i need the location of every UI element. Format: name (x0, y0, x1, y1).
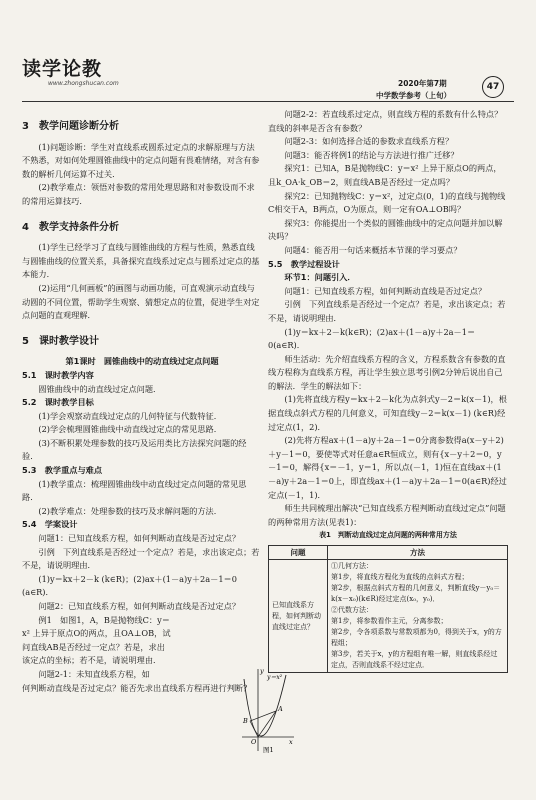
paragraph: 问题3：能否将例1的结论与方法进行推广迁移？ (284, 149, 459, 160)
method-step: 第2步，根据点斜式方程的几何意义，判断直线y－y₀＝k(x－x₀)(k∈R)经过定点(x₀，y₀)． (331, 584, 501, 603)
paragraph: (2)运用“几何画板”的画图与动画功能，可直观演示动直线与动圆的不同位置，帮助学生观察、猜想定点的位置，促进学生对定点问题的直观理解． (22, 282, 260, 321)
journal-title: 中学数学参考（上旬） (376, 91, 451, 100)
paragraph: 探究1：已知A，B是抛物线C：y＝x² 上异于原点O的两点，且k_OA·k_OB＝2，则直线AB是否经过一定点吗？ (268, 163, 502, 187)
paragraph: 引例 下列直线系是否经过一个定点？若是，求出该定点；若不是，请说明理由． (268, 299, 506, 323)
methods-table (268, 545, 508, 673)
paragraph: (2)先将方程ax＋(1－a)y＋2a－1＝0分离参数得a(x－y＋2)＋y－1＝0，要使等式对任意a∈R恒成立，则有{x－y＋2＝0，y－1＝0，解得{x＝－1，y＝1，所以点(－1，1)恒在直线ax＋(1－a)y＋2a－1＝0上，即直线ax＋(1－a)y＋2a－1＝0(a∈R)经过定点(－1，1)． (268, 435, 507, 500)
segment-ab (250, 711, 276, 721)
paragraph: 探究2：已知抛物线C：y＝x²，过定点(0，1)的直线与抛物线C相交于A，B两点，O为原点，则一定有OA⊥OB吗？ (268, 190, 506, 215)
section-heading: 5.5 教学过程设计 (268, 258, 340, 269)
x-axis-label: x (289, 738, 293, 746)
paragraph: 何判断动直线是否过定点？能否先求出直线系方程再进行判断？ (22, 682, 252, 693)
paragraph: (1)教学重点：梳理圆锥曲线中动直线过定点问题的常见思路． (22, 478, 247, 503)
right-column-text (268, 108, 508, 529)
header-rule (22, 101, 514, 102)
segment-oa (258, 711, 276, 737)
segment-ob (250, 721, 258, 737)
method-step: ②代数方法： (331, 606, 373, 614)
origin-label: O (251, 738, 257, 746)
table-header-method: 方法 (328, 546, 508, 560)
method-step: 第3步，若关于x，y的方程组有唯一解，则直线系经过定点，否则直线系不经过定点． (331, 650, 498, 669)
table-caption: 表1 判断动直线过定点问题的两种常用方法 (319, 531, 457, 540)
paragraph: 问题1：已知直线系方程，如何判断动直线是否过定点？ (38, 533, 241, 544)
paragraph: (1)先将直线方程y＝kx＋2－k化为点斜式y－2＝k(x－1)，根据直线点斜式方程的几何意义，可知直线y－2＝k(x－1) (k∈R)经过定点(1，2)． (268, 394, 507, 432)
issue-label: 2020年第7期 (398, 79, 447, 88)
method-step: 第2步，令各项系数与常数项都为0，得到关于x，y的方程组； (331, 628, 502, 647)
table-cell-problem: 已知直线系方程，如何判断动直线过定点？ (269, 560, 328, 673)
paragraph: (1)y＝kx＋2－k (k∈R)；(2)ax＋(1－a)y＋2a－1＝0 (a∈R)． (22, 573, 237, 598)
table-cell-methods (328, 560, 508, 673)
paragraph: 例1 如图1，A，B是抛物线C：y＝x² 上异于原点O的两点，且OA⊥OB，试问直线AB是否经过一定点？若是，求出该定点的坐标；若不是，请说明理由． (22, 614, 171, 666)
section-heading: 4 教学支持条件分析 (22, 221, 119, 233)
paragraph: 师生活动：先介绍直线系方程的含义，方程系数含有参数的直线方程称为直线系方程，再让学生独立思考引例2分钟后说出自己的解法．学生的解法如下： (268, 353, 506, 391)
paragraph: 探究3：你能提出一个类似的圆锥曲线中的定点问题并加以解决吗？ (268, 217, 503, 242)
point-a-label: A (278, 705, 283, 713)
method-step: 第1步，将参数看作主元，分离参数； (331, 617, 448, 625)
section-heading: 5 课时教学设计 (22, 335, 99, 347)
paragraph: (1)y＝kx＋2－k(k∈R)；(2)ax＋(1－a)y＋2a－1＝0(a∈R)． (268, 326, 476, 351)
paragraph: (3)不断积累处理参数的技巧及运用类比方法探究问题的经验． (22, 437, 247, 462)
section-heading: 5.2 课时教学目标 (22, 397, 94, 408)
paragraph: (1)学会观察动直线过定点的几何特征与代数特征． (38, 410, 222, 421)
paragraph: 问题2：已知直线系方程，如何判断动直线是否过定点？ (38, 601, 241, 611)
paragraph: (1)学生已经学习了直线与圆锥曲线的方程与性质，熟悉直线与圆锥曲线的位置关系，具备探究直线系过定点与圆系过定点的基本能力． (22, 242, 260, 280)
paragraph: 环节1：问题引入． (284, 272, 356, 283)
paragraph: 问题2-3：如何选择合适的参数求直线系方程？ (284, 136, 454, 147)
paragraph: (2)教学难点：领悟对参数的常用处理思路和对参数设而不求的常用运算技巧． (22, 182, 255, 206)
paragraph: 第1课时 圆锥曲线中的动直线过定点问题 (65, 356, 219, 367)
curve-label: y＝x² (267, 674, 283, 681)
magazine-logo: 读学论教 (22, 58, 103, 80)
page-number: 47 (482, 76, 504, 98)
paragraph: 圆锥曲线中的动直线过定点问题． (38, 383, 162, 394)
site-url: www.zhongshucan.com (48, 80, 119, 87)
paragraph: 问题2-2：若直线系过定点，则直线方程的系数有什么特点？直线的斜率是否含有参数？ (268, 109, 503, 133)
section-heading: 5.3 教学重点与难点 (22, 465, 103, 476)
page-header (0, 0, 536, 100)
section-heading: 5.4 学案设计 (22, 519, 78, 530)
method-step: ①几何方法： (331, 562, 373, 570)
section-heading: 5.1 课时教学内容 (22, 369, 94, 380)
table-header-problem: 问题 (269, 546, 328, 560)
y-axis-label: y (260, 667, 264, 675)
paragraph: 问题4：能否用一句话来概括本节课的学习要点？ (284, 244, 462, 255)
paragraph: 问题2-1：未知直线系方程，如 (38, 668, 150, 679)
figure-1-parabola (238, 665, 296, 753)
paragraph: 引例 下列直线系是否经过一个定点？若是，求出该定点；若不是，请说明理由． (22, 546, 260, 571)
right-column (268, 108, 508, 673)
paragraph: 问题1：已知直线系方程，如何判断动直线是否过定点？ (284, 285, 487, 296)
paragraph: (1)问题诊断：学生对直线系或圆系过定点的求解原理与方法不熟悉，对如何处理圆锥曲线中的定点问题有畏难情绪，对含有参数的解析几何运算不过关． (22, 141, 260, 179)
point-b-label: B (243, 717, 248, 725)
figure-caption: 图1 (263, 746, 274, 753)
section-heading: 3 教学问题诊断分析 (22, 121, 119, 132)
paragraph: 师生共同梳理出解决“已知直线系方程判断动直线过定点”问题的两种常用方法(见表1)： (268, 503, 506, 527)
method-step: 第1步，将直线方程化为直线的点斜式方程； (331, 573, 469, 581)
left-column (22, 108, 262, 695)
paragraph: (2)教学难点：处理参数的技巧及求解问题的方法． (38, 505, 222, 516)
paragraph: (2)学会梳理圆锥曲线中动直线过定点的常见思路． (38, 424, 222, 435)
